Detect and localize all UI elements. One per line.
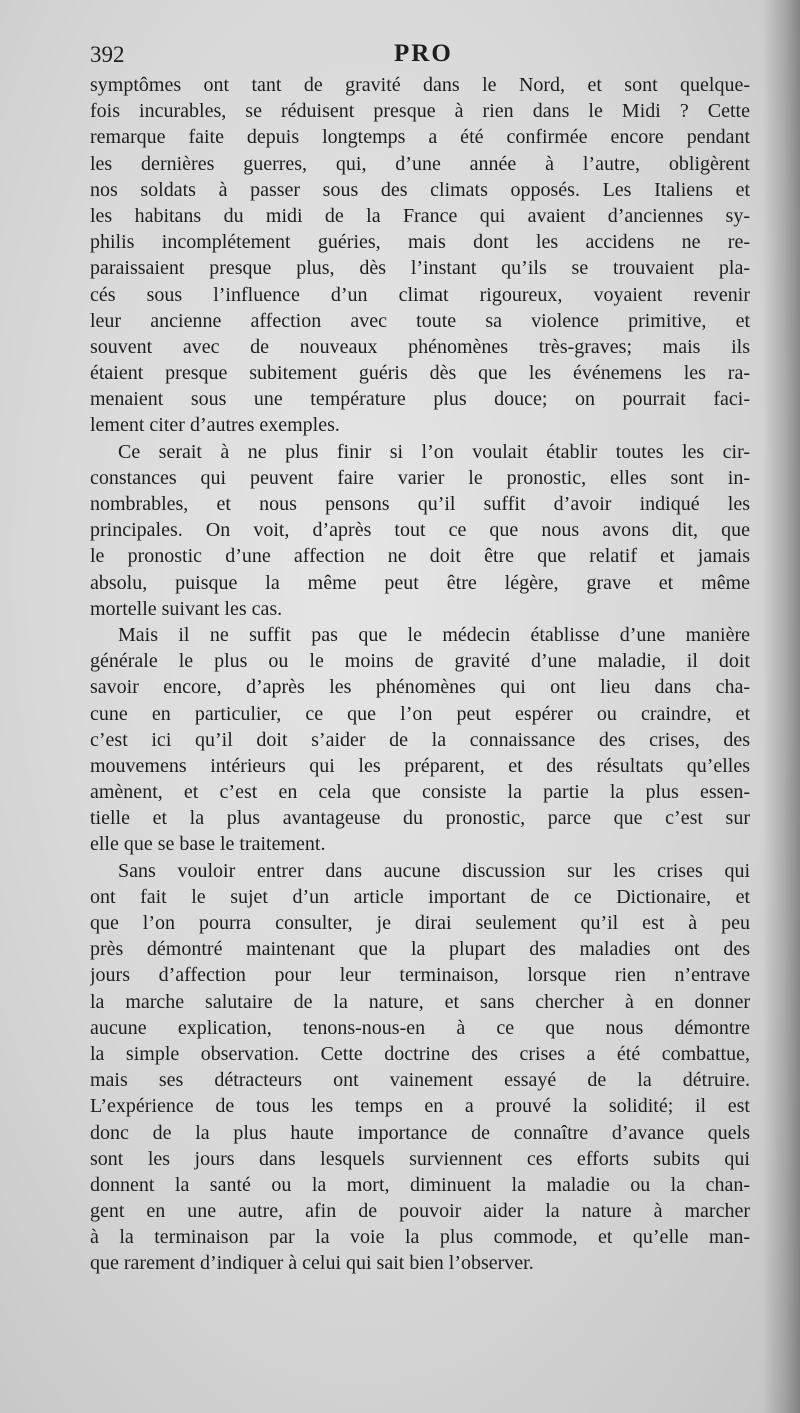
- text-line: cune en particulier, ce que l’on peut espérer ou craindre, et: [90, 702, 750, 725]
- text-line: elle que se base le traitement.: [90, 833, 326, 856]
- text-line: la simple observation. Cette doctrine des crises a été combattue,: [90, 1042, 750, 1065]
- text-line: ont fait le sujet d’un article important de ce Dictionaire, et: [90, 885, 750, 908]
- text-line: aucune explication, tenons-nous-en à ce que nous démontre: [90, 1016, 750, 1039]
- text-line: les dernières guerres, qui, d’une année à l’autre, obligèrent: [90, 152, 750, 175]
- page-number: 392: [90, 42, 125, 67]
- paragraph: [90, 858, 750, 1277]
- text-line: lement citer d’autres exemples.: [90, 414, 340, 437]
- paragraph: [90, 439, 750, 622]
- text-line: jours d’affection pour leur terminaison, lorsque rien n’entrave: [90, 964, 750, 987]
- text-line: le pronostic d’une affection ne doit être que relatif et jamais: [90, 545, 750, 568]
- text-line: leur ancienne affection avec toute sa violence primitive, et: [90, 309, 750, 332]
- text-line: nos soldats à passer sous des climats opposés. Les Italiens et: [90, 178, 750, 201]
- text-line: remarque faite depuis longtemps a été confirmée encore pendant: [90, 126, 750, 149]
- text-line: menaient sous une température plus douce; on pourrait faci-: [90, 388, 750, 411]
- text-line: générale le plus ou le moins de gravité d’une maladie, il doit: [90, 650, 750, 673]
- text-line: constances qui peuvent faire varier le pronostic, elles sont in-: [90, 466, 750, 489]
- text-line: souvent avec de nouveaux phénomènes très-graves; mais ils: [90, 335, 750, 358]
- body-text: [90, 72, 750, 1277]
- page-gutter-shadow: [762, 0, 800, 1413]
- page-header: [90, 38, 750, 72]
- paragraph: [90, 72, 750, 439]
- text-line: que rarement d’indiquer à celui qui sait bien l’observer.: [90, 1252, 534, 1275]
- text-line: près démontré maintenant que la plupart des maladies ont des: [90, 938, 750, 961]
- running-head: PRO: [394, 40, 453, 67]
- text-line: mortelle suivant les cas.: [90, 597, 283, 620]
- text-line: savoir encore, d’après les phénomènes qui ont lieu dans cha-: [90, 676, 750, 699]
- text-line: Sans vouloir entrer dans aucune discussion sur les crises qui: [118, 859, 750, 882]
- text-line: fois incurables, se réduisent presque à rien dans le Midi ? Cette: [90, 100, 750, 123]
- text-line: que l’on pourra consulter, je dirai seulement qu’il est à peu: [90, 912, 750, 934]
- text-line: philis incomplétement guéries, mais dont les accidens ne re-: [90, 231, 750, 254]
- text-line: étaient presque subitement guéris dès que les événemens les ra-: [90, 362, 750, 385]
- text-line: la marche salutaire de la nature, et sans chercher à en donner: [90, 990, 750, 1013]
- text-line: Ce serait à ne plus finir si l’on voulait établir toutes les cir-: [118, 440, 750, 463]
- text-line: à la terminaison par la voie la plus commode, et qu’elle man-: [90, 1226, 750, 1249]
- text-line: gent en une autre, afin de pouvoir aider la nature à marcher: [90, 1200, 750, 1223]
- text-line: cés sous l’influence d’un climat rigoureux, voyaient revenir: [90, 283, 750, 306]
- text-line: amènent, et c’est en cela que consiste la partie la plus essen-: [90, 781, 750, 804]
- text-line: mais ses détracteurs ont vainement essayé de la détruire.: [90, 1069, 750, 1092]
- text-line: symptômes ont tant de gravité dans le Nord, et sont quelque-: [90, 74, 750, 96]
- text-line: absolu, puisque la même peut être légère, grave et même: [90, 571, 750, 594]
- text-line: donnent la santé ou la mort, diminuent la maladie ou la chan-: [90, 1173, 750, 1196]
- text-line: Mais il ne suffit pas que le médecin établisse d’une manière: [118, 623, 750, 646]
- text-line: sont les jours dans lesquels surviennent ces efforts subits qui: [90, 1147, 750, 1170]
- text-line: L’expérience de tous les temps en a prouvé la solidité; il est: [90, 1095, 750, 1118]
- text-line: tielle et la plus avantageuse du pronostic, parce que c’est sur: [90, 807, 750, 830]
- paragraph: [90, 622, 750, 858]
- text-line: paraissaient presque plus, dès l’instant qu’ils se trouvaient pla-: [90, 257, 750, 280]
- text-line: les habitans du midi de la France qui avaient d’anciennes sy-: [90, 204, 750, 227]
- text-line: nombrables, et nous pensons qu’il suffit d’avoir indiqué les: [90, 493, 750, 515]
- text-line: donc de la plus haute importance de connaître d’avance quels: [90, 1121, 750, 1144]
- text-line: c’est ici qu’il doit s’aider de la connaissance des crises, des: [90, 728, 750, 751]
- text-line: mouvemens intérieurs qui les préparent, et des résultats qu’elles: [90, 754, 750, 777]
- text-line: principales. On voit, d’après tout ce que nous avons dit, que: [90, 519, 750, 542]
